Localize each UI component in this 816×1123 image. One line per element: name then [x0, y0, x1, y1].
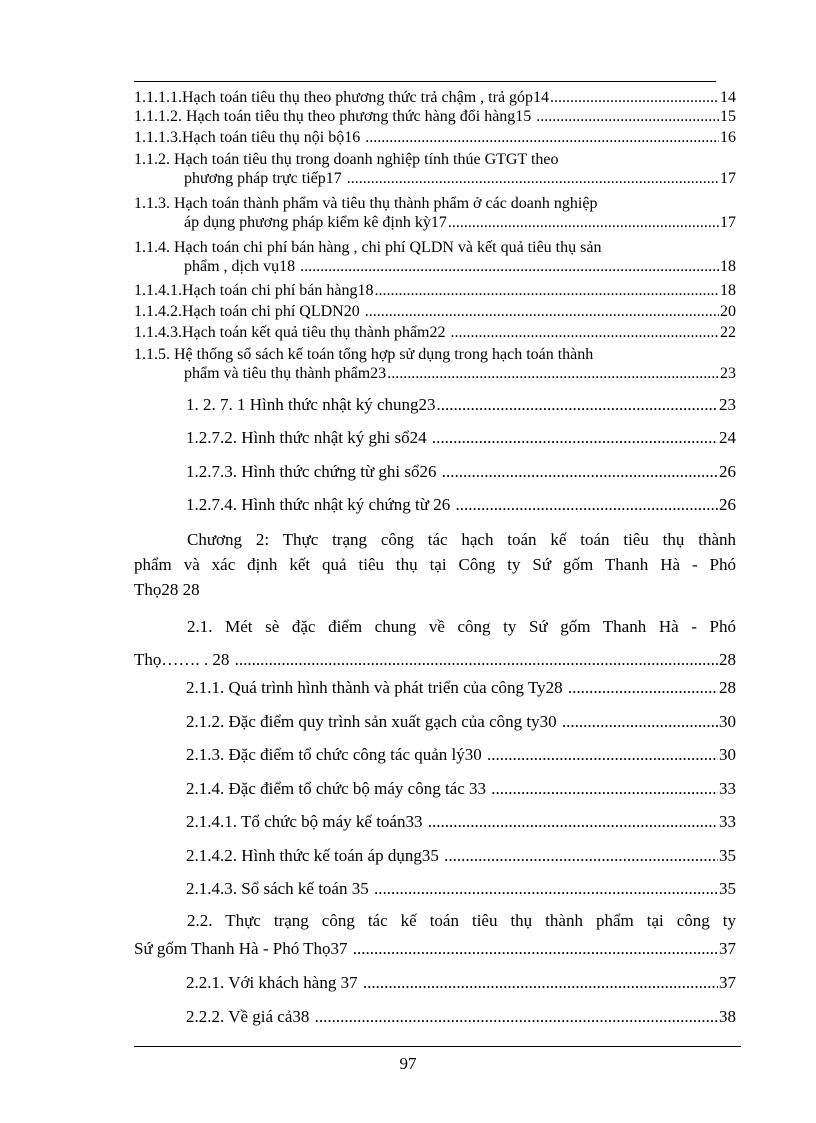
toc-entry[interactable] [134, 614, 736, 672]
toc-leader-dots [448, 213, 719, 232]
toc-entry-page: 23 [719, 395, 736, 414]
toc-entry-page: 28 [719, 678, 736, 697]
toc-entry[interactable] [186, 742, 736, 767]
toc-entry-title: phẩm và tiêu thụ thành phẩm23 [184, 365, 387, 382]
toc-entry[interactable] [186, 425, 736, 450]
toc-entry-heading: Chương 2: Thực trạng công tác hạch toán kế toán tiêu thụ thành [187, 530, 736, 549]
toc-entry[interactable] [134, 107, 736, 126]
toc-entry-title: 1.1.1.3.Hạch toán tiêu thụ nội bộ16 [134, 129, 365, 146]
toc-entry-page: 23 [720, 365, 736, 382]
toc-entry-page: 16 [720, 129, 736, 146]
toc-entry-title: Thọ……. . 28 [134, 650, 234, 669]
toc-entry-heading: 1.1.2. Hạch toán tiêu thụ trong doanh nghiệp tính thúe GTGT theo [134, 151, 559, 168]
header-rule [134, 81, 716, 82]
toc-entry[interactable] [134, 281, 736, 300]
toc-entry[interactable] [134, 238, 736, 276]
toc-entry-heading-cont: phẩm và xác định kết quả tiêu thụ tại Công ty Sứ gốm Thanh Hà - Phó [134, 555, 736, 574]
toc-leader-dots [300, 257, 719, 276]
toc-entry[interactable] [134, 128, 736, 147]
toc-entry[interactable] [186, 843, 736, 868]
toc-entry-title: 1. 2. 7. 1 Hình thức nhật ký chung23 [186, 395, 436, 414]
toc-entry-title: Sứ gốm Thanh Hà - Phó Thọ37 [134, 939, 352, 958]
toc-leader-dots [450, 323, 719, 342]
toc-leader-dots [487, 742, 718, 767]
toc-entry-title: 1.2.7.2. Hình thức nhật ký ghi sổ24 [186, 428, 431, 447]
toc-entry-page: 38 [719, 1007, 736, 1026]
toc-entry-title: 1.1.4.1.Hạch toán chi phí bán hàng18 [134, 282, 374, 299]
toc-leader-dots [428, 809, 718, 834]
toc-entry-title: 2.2.1. Với khách hàng 37 [186, 973, 362, 992]
toc-entry[interactable] [186, 809, 736, 834]
toc-entry-page: 26 [719, 495, 736, 514]
toc-entry-title: 2.1.4.3. Sổ sách kế toán 35 [186, 879, 373, 898]
toc-leader-dots [387, 364, 719, 383]
toc-leader-dots [455, 492, 718, 517]
toc-leader-dots [365, 128, 719, 147]
toc-entry-title: 2.1.4.2. Hình thức kế toán áp dụng35 [186, 846, 444, 865]
toc-leader-dots [491, 776, 718, 801]
toc-entry-title: phẩm , dịch vụ18 [184, 258, 300, 275]
toc-entry-title: 1.1.1.1.Hạch toán tiêu thụ theo phương thức trả chậm , trả góp14 [134, 89, 550, 106]
toc-leader-dots [550, 88, 719, 107]
toc-entry-page: 33 [719, 812, 736, 831]
toc-entry-page: 35 [719, 879, 736, 898]
toc-entry-heading: 1.1.3. Hạch toán thành phẩm và tiêu thụ thành phẩm ở các doanh nghiệp [134, 195, 598, 212]
toc-entry-title: 1.2.7.4. Hình thức nhật ký chứng từ 26 [186, 495, 455, 514]
toc-leader-dots [235, 647, 718, 672]
toc-leader-dots [536, 107, 719, 126]
toc-leader-dots [562, 709, 718, 734]
toc-entry[interactable] [186, 392, 736, 417]
toc-entry[interactable] [186, 876, 736, 901]
toc-entry-heading: 2.1. Mét sè đặc điểm chung về công ty Sứ gốm Thanh Hà - Phó [187, 617, 736, 636]
toc-entry-title: 2.2.2. Về giá cả38 [186, 1007, 314, 1026]
toc-entry-page: 37 [719, 939, 736, 958]
toc-entry-page: 35 [719, 846, 736, 865]
toc-entry-title: 2.1.1. Quá trình hình thành và phát triển của công Ty28 [186, 678, 567, 697]
toc-entry[interactable] [186, 675, 736, 700]
toc-entry-title: 1.1.1.2. Hạch toán tiêu thụ theo phương thức hàng đổi hàng15 [134, 108, 536, 125]
toc-entry-page: 33 [719, 779, 736, 798]
toc-entry-page: 22 [720, 324, 736, 341]
toc-leader-dots [363, 970, 718, 995]
toc-entry-title: Thọ28 28 [134, 580, 200, 599]
toc-entry-title: 1.1.4.3.Hạch toán kết quả tiêu thụ thành phẩm22 [134, 324, 450, 341]
toc-entry-page: 18 [720, 282, 736, 299]
toc-entry-page: 14 [720, 89, 736, 106]
toc-entry[interactable] [134, 150, 736, 188]
toc-entry-title: 1.1.4.2.Hạch toán chi phí QLDN20 [134, 303, 364, 320]
toc-leader-dots [315, 1004, 718, 1029]
toc-leader-dots [365, 302, 719, 321]
toc-entry[interactable] [186, 776, 736, 801]
toc-leader-dots [437, 392, 718, 417]
toc-leader-dots [374, 876, 718, 901]
toc-entry-title: 1.2.7.3. Hình thức chứng từ ghi sổ26 [186, 462, 441, 481]
toc-entry-title: 2.1.4. Đặc điểm tổ chức bộ máy công tác 33 [186, 779, 491, 798]
toc-entry-title: phương pháp trực tiếp17 [184, 170, 346, 187]
toc-entry-page: 37 [719, 973, 736, 992]
toc-entry-page: 15 [720, 108, 736, 125]
toc-entry-title: 2.1.2. Đặc điểm quy trình sản xuất gạch của công ty30 [186, 712, 561, 731]
toc-leader-dots [444, 843, 718, 868]
toc-entry-title: 2.1.3. Đặc điểm tổ chức công tác quản lý30 [186, 745, 487, 764]
toc-entry[interactable] [186, 709, 736, 734]
toc-chapter-entry[interactable] [134, 527, 736, 602]
toc-entry-page: 28 [719, 650, 736, 669]
toc-entry[interactable] [134, 88, 736, 107]
toc-entry-page: 30 [719, 712, 736, 731]
toc-entry[interactable] [134, 908, 736, 962]
page-number: 97 [399, 1054, 417, 1073]
toc-entry-page: 24 [719, 428, 736, 447]
toc-leader-dots [432, 425, 718, 450]
toc-entry-page: 17 [720, 214, 736, 231]
toc-entry-page: 30 [719, 745, 736, 764]
toc-leader-dots [442, 459, 718, 484]
toc-entry[interactable] [134, 194, 736, 232]
toc-entry-heading: 2.2. Thực trạng công tác kế toán tiêu thụ thành phẩm tại công ty [187, 911, 736, 930]
toc-entry-title: 2.1.4.1. Tổ chức bộ máy kế toán33 [186, 812, 427, 831]
toc-entry-title: áp dụng phương pháp kiểm kê định kỳ17 [184, 214, 447, 231]
toc-entry-heading: 1.1.5. Hệ thống sổ sách kế toán tổng hợp sử dụng trong hạch toán thành [134, 346, 594, 363]
toc-leader-dots [375, 281, 720, 300]
toc-entry[interactable] [134, 345, 736, 383]
footer-rule [134, 1046, 741, 1047]
toc-entry-page: 26 [719, 462, 736, 481]
toc-entry-heading: 1.1.4. Hạch toán chi phí bán hàng , chi phí QLDN và kết quả tiêu thụ sản [134, 239, 602, 256]
toc-entry[interactable] [134, 323, 736, 342]
toc-entry[interactable] [186, 1004, 736, 1029]
toc-leader-dots [568, 675, 718, 700]
toc-entry[interactable] [186, 492, 736, 517]
toc-entry[interactable] [186, 459, 736, 484]
toc-leader-dots [347, 169, 719, 188]
toc-entry-page: 18 [720, 258, 736, 275]
toc-entry-page: 17 [720, 170, 736, 187]
toc-entry[interactable] [134, 302, 736, 321]
toc-entry-page: 20 [720, 303, 736, 320]
toc-leader-dots [353, 936, 718, 962]
toc-entry[interactable] [186, 970, 736, 995]
